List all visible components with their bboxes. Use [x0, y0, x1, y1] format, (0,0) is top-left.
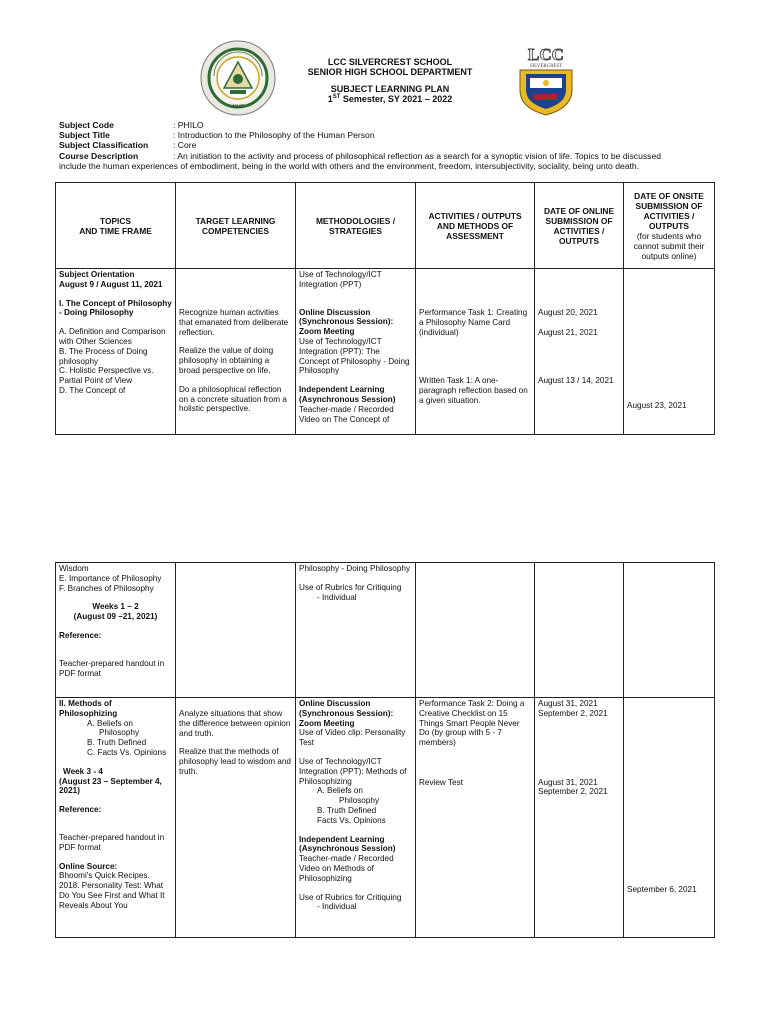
subject-title-label: Subject Title — [59, 130, 110, 141]
subject-code-label: Subject Code — [59, 120, 114, 130]
competencies-cell: Analyze situations that show the difference between opinion and truth. Realize that the methods of philosophy lead to wisdom and truth. — [176, 698, 296, 938]
competencies-cell: Recognize human activities that emanated from deliberate reflection. Realize the value of doing philosophy in obtaining a broad perspective on life. Do a philosophical reflection on a concrete situation from a holistic perspective. — [176, 269, 296, 435]
activities-cell: Performance Task 2: Doing a Creative Checklist on 15 Things Smart People Never Do (by group with 5 - 7 members) Review Test — [416, 698, 535, 938]
table-row — [56, 269, 715, 435]
methodologies-cell: Online Discussion (Synchronous Session): Zoom Meeting Use of Video clip: Personality Test Use of Technology/ICT Integration (PPT): Methods of Philosophizing A. Beliefs on Philosophy B. Truth Defined Facts Vs. Opinions Independent Learning (Asynchronous Session) Teacher-made / Recorded Video on Methods of Philosophizing Use of Rubrics for Critiquing - Individual — [296, 698, 416, 938]
course-description-value: : An initiation to the activity and process of philosophical reflection as a search for a synoptic vision of life. Topics to be discussed — [173, 150, 662, 161]
document-title: SUBJECT LEARNING PLAN — [330, 84, 450, 94]
header-topics: TOPICS AND TIME FRAME — [56, 183, 176, 269]
online-dates-cell: August 20, 2021 August 21, 2021 August 13 / 14, 2021 — [535, 269, 624, 435]
learning-plan-table-part-2 — [55, 562, 715, 938]
lipa-city-colleges-seal-icon — [200, 40, 276, 116]
methodologies-cell: Use of Technology/ICT Integration (PPT) Online Discussion (Synchronous Session): Zoom Meeting Use of Technology/ICT Integration (PPT): The Concept of Philosophy - Doing Philosophy Independent Learning (Asynchronous Session) Teacher-made / Recorded Video on The Concept of — [296, 269, 416, 435]
online-dates-cell: August 31, 2021 September 2, 2021 August 31, 2021 September 2, 2021 — [535, 698, 624, 938]
header-onsite-submission: DATE OF ONSITE SUBMISSION OF ACTIVITIES / OUTPUTS (for students who cannot submit their outputs online) — [624, 183, 715, 269]
header-online-submission: DATE OF ONLINE SUBMISSION OF ACTIVITIES / OUTPUTS — [535, 183, 624, 269]
semester-line: 1ST Semester, SY 2021 – 2022 — [327, 94, 453, 104]
subject-title-row — [59, 130, 719, 140]
onsite-dates-cell — [624, 563, 715, 698]
svg-text:LCC: LCC — [528, 45, 564, 64]
svg-text:1947: 1947 — [232, 104, 244, 110]
subject-title-value: : Introduction to the Philosophy of the Human Person — [173, 130, 375, 141]
header-methodologies: METHODOLOGIES / STRATEGIES — [296, 183, 416, 269]
topics-cell: Subject Orientation August 9 / August 11, 2021 I. The Concept of Philosophy - Doing Philosophy A. Definition and Comparison with Other Sciences B. The Process of Doing philosophy C. Holistic Perspective vs. Partial Point of View D. The Concept of — [56, 269, 176, 435]
svg-text:SILVERCREST: SILVERCREST — [529, 64, 563, 69]
table-header-row — [56, 183, 715, 269]
subject-info — [59, 120, 719, 171]
activities-cell: Performance Task 1: Creating a Philosophy Name Card (individual) Written Task 1: A one-paragraph reflection based on a given situation. — [416, 269, 535, 435]
lcc-silvercrest-logo-icon — [514, 44, 578, 116]
online-dates-cell — [535, 563, 624, 698]
subject-classification-value: : Core — [173, 140, 197, 151]
table-row — [56, 698, 715, 938]
methodologies-cell: Philosophy - Doing Philosophy Use of Rubrics for Critiquing - Individual — [296, 563, 416, 698]
onsite-dates-cell: August 23, 2021 — [624, 269, 715, 435]
table-row — [56, 563, 715, 698]
school-name: LCC SILVERCREST SCHOOL — [327, 57, 453, 67]
header-competencies: TARGET LEARNING COMPETENCIES — [176, 183, 296, 269]
department-name: SENIOR HIGH SCHOOL DEPARTMENT — [307, 67, 473, 77]
subject-classification-row — [59, 140, 719, 150]
subject-code-row — [59, 120, 719, 130]
course-description-label: Course Description — [59, 150, 139, 161]
topics-cell: II. Methods of Philosophizing A. Beliefs on Philosophy B. Truth Defined C. Facts Vs. Opinions Week 3 - 4 (August 23 – September 4, 2021) Reference: Teacher-prepared handout in PDF format Online Source: Bhoomi's Quick Recipes. 2018. Personality Test: What Do You See First and What It Reveals About You — [56, 698, 176, 938]
activities-cell — [416, 563, 535, 698]
course-description-continued: include the human experiences of embodiment, being in the world with others and the environment, freedom, intersubjectivity, sociality, being unto death. — [59, 160, 640, 171]
learning-plan-table-part-1 — [55, 182, 715, 435]
competencies-cell — [176, 563, 296, 698]
topics-cell: Wisdom E. Importance of Philosophy F. Branches of Philosophy Weeks 1 – 2 (August 09 –21, 2021) Reference: Teacher-prepared handout in PDF format — [56, 563, 176, 698]
subject-code-value: : PHILO — [173, 120, 204, 130]
onsite-dates-cell: September 6, 2021 — [624, 698, 715, 938]
subject-classification-label: Subject Classification — [59, 140, 149, 151]
course-description-row — [59, 151, 719, 161]
header-activities: ACTIVITIES / OUTPUTS AND METHODS OF ASSESSMENT — [416, 183, 535, 269]
